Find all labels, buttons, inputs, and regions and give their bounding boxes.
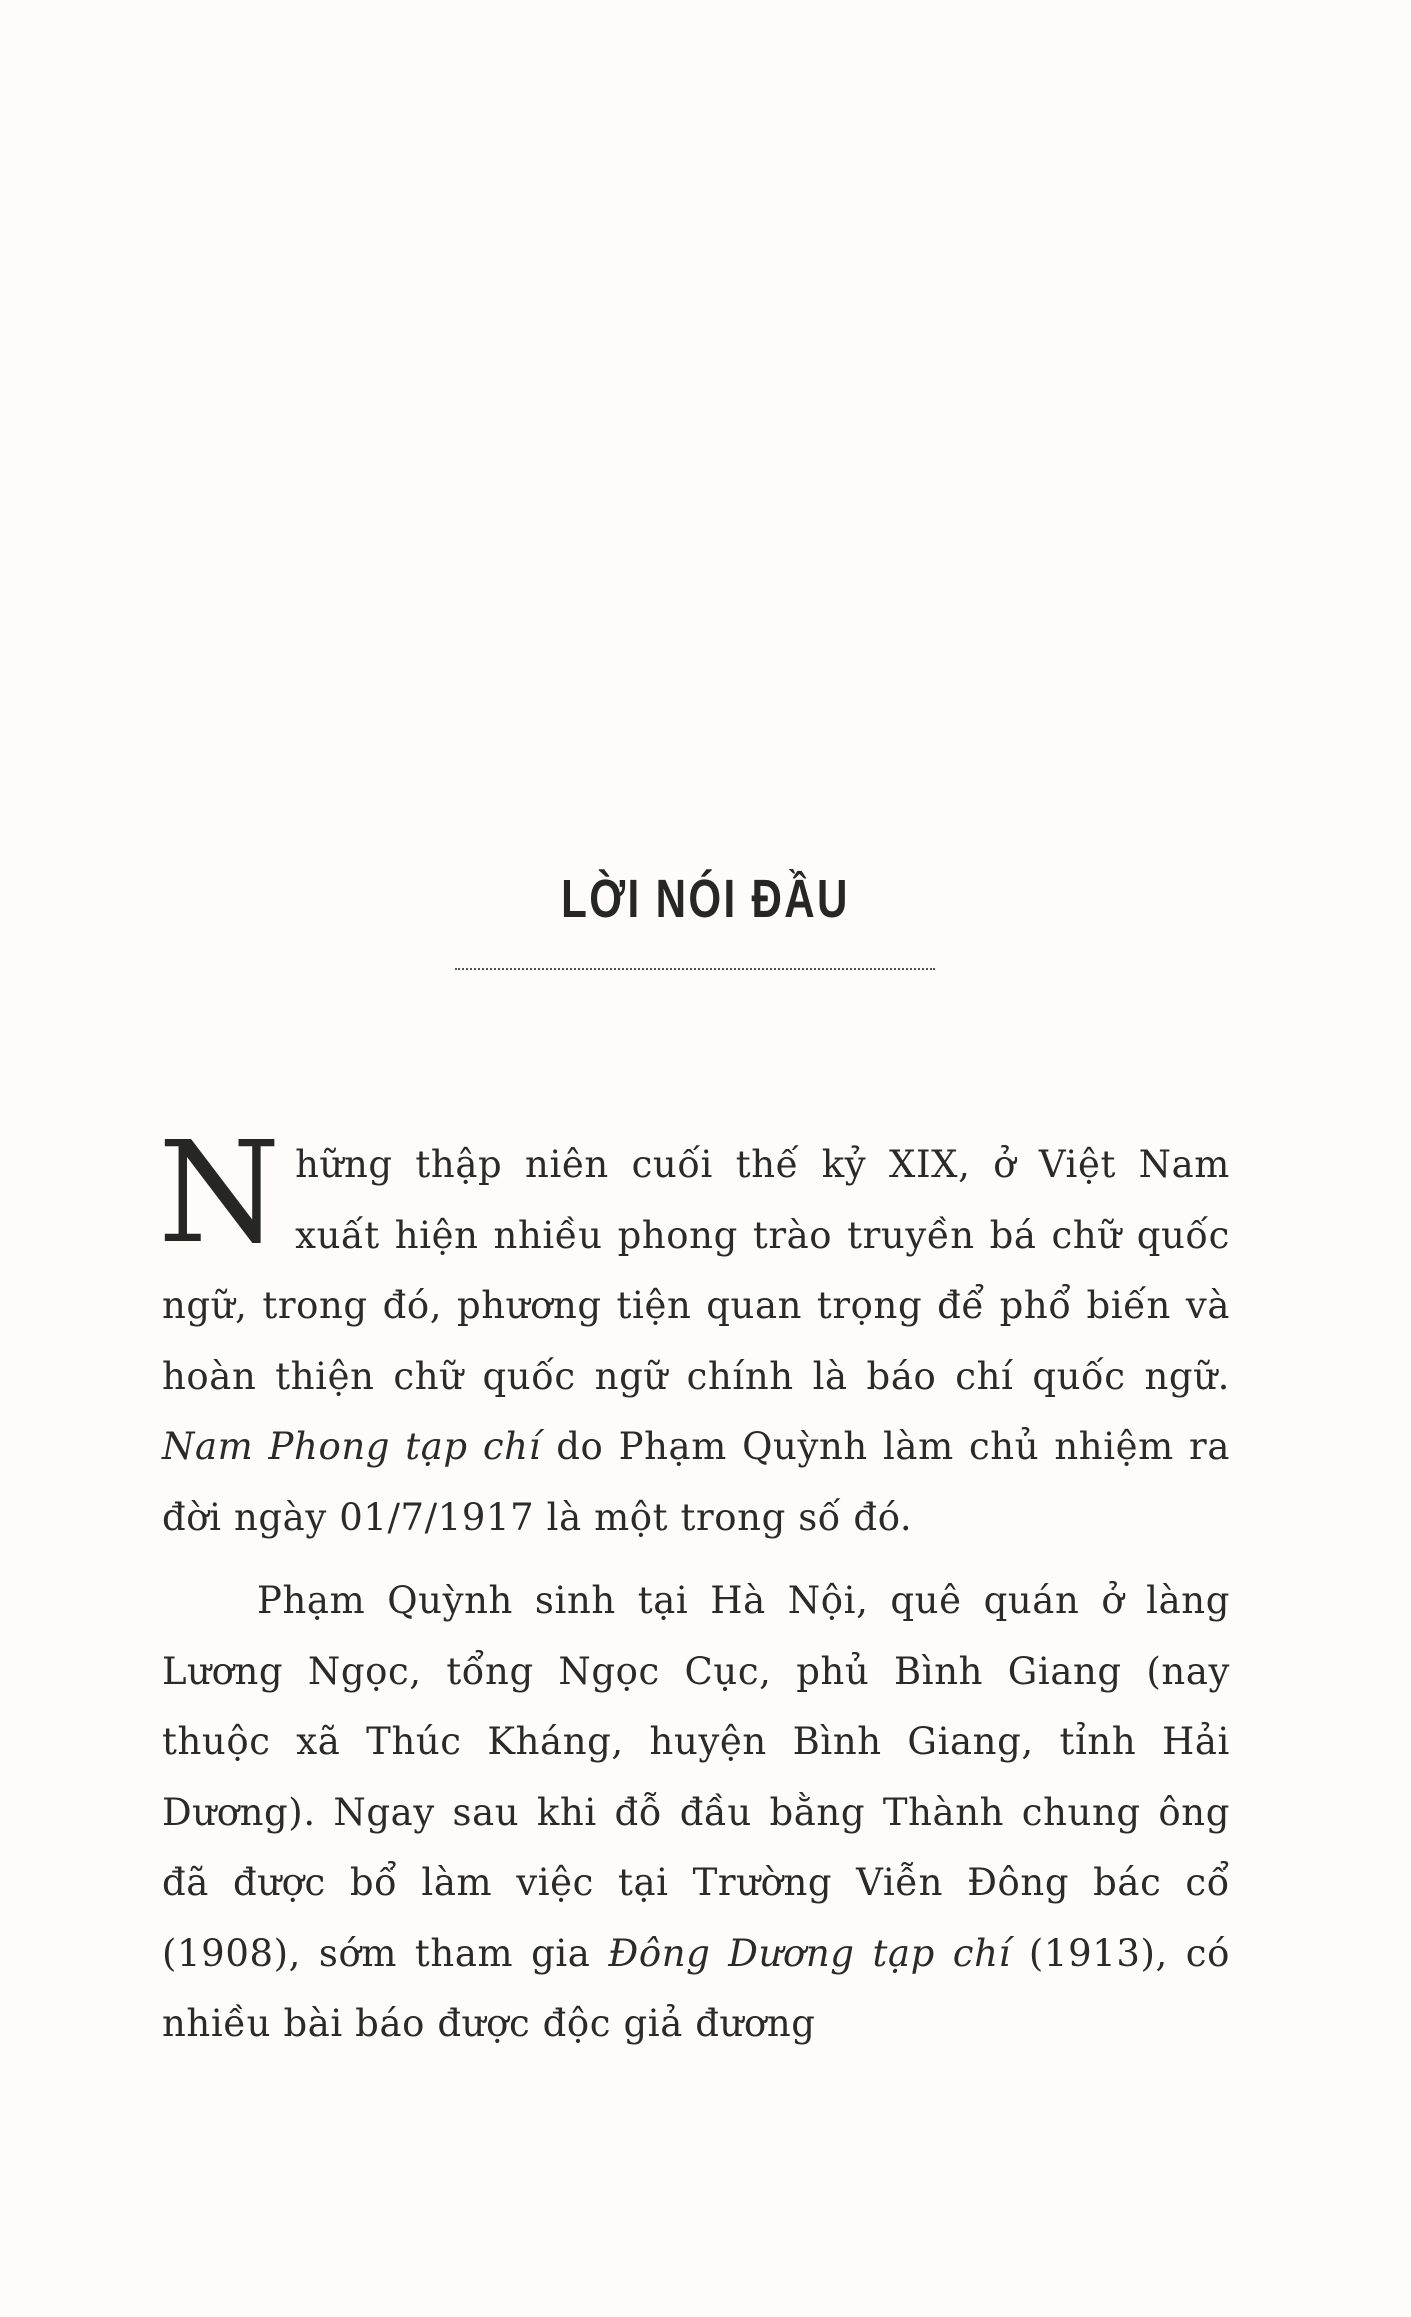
drop-cap: N	[158, 1112, 282, 1275]
paragraph-text: (1913), có nhiều bài báo được độc giả đương	[162, 1931, 1230, 2045]
body-text	[158, 1112, 1230, 2060]
paragraph-intro	[158, 1112, 1230, 1553]
paragraph-biography	[162, 1566, 1230, 2060]
paragraph-text: do Phạm Quỳnh làm chủ nhiệm ra đời ngày 01/7/1917 là một trong số đó.	[162, 1425, 1230, 1539]
italic-title: Đông Dương tạp chí	[608, 1931, 1011, 1975]
italic-title: Nam Phong tạp chí	[162, 1425, 542, 1468]
paragraph-text: hững thập niên cuối thế kỷ XIX, ở Việt Nam xuất hiện nhiều phong trào truyền bá chữ quốc ngữ, trong đó, phương tiện quan trọng để phổ biến và hoàn thiện chữ quốc ngữ chính là báo chí quốc ngữ.	[162, 1143, 1230, 1398]
paragraph-text: Phạm Quỳnh sinh tại Hà Nội, quê quán ở làng Lương Ngọc, tổng Ngọc Cục, phủ Bình Giang (nay thuộc xã Thúc Kháng, huyện Bình Giang, tỉnh Hải Dương). Ngay sau khi đỗ đầu bằng Thành chung ông đã được bổ làm việc tại Trường Viễn Đông bác cổ (1908), sớm tham gia	[162, 1579, 1230, 1975]
dotted-divider	[455, 968, 935, 970]
page-title: LỜI NÓI ĐẦU	[561, 869, 850, 929]
